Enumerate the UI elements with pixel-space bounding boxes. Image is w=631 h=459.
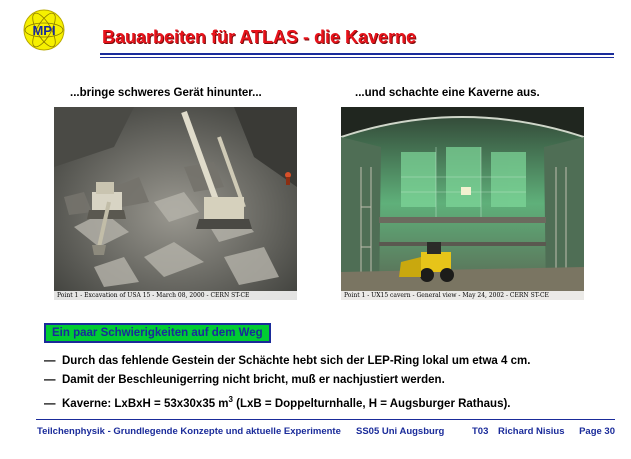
bullet-dash: — [44,397,56,410]
left-photo-credit: Point 1 - Excavation of USA 15 - March 08, 2000 - CERN ST-CE [54,291,297,300]
cavern-photo [341,107,584,300]
bullet-text-1: Durch das fehlende Gestein der Schächte hebt sich der LEP-Ring lokal um etwa 4 cm. [62,355,531,367]
mpi-logo [22,8,66,52]
footer-term: SS05 Uni Augsburg [356,426,445,437]
cubic-exponent: 3 [228,395,233,404]
bullet-dash: — [44,355,56,367]
bullet-list [44,354,530,411]
left-photo-caption: ...bringe schweres Gerät hinunter... [70,87,262,99]
bullet-item-2 [44,373,530,392]
footer-author: Richard Nisius [498,426,565,437]
right-photo-caption: ...und schachte eine Kaverne aus. [355,87,540,99]
atom-logo-icon [22,8,66,52]
page-title: Bauarbeiten für ATLAS - die Kaverne [102,27,417,47]
bullet-text-3-pre: Kaverne: LxBxH = 53x30x35 m [62,397,229,410]
footer-code: T03 [472,426,489,437]
excavation-photo [54,107,297,300]
bullet-text-3-post: (LxB = Doppelturnhalle, H = Augsburger Rathaus). [232,397,511,410]
title-rule-thin [100,57,614,58]
logo-text: MPI [32,23,56,38]
difficulties-highlight-box: Ein paar Schwierigkeiten auf dem Weg [44,323,271,343]
bullet-item-3 [44,392,530,411]
footer-course: Teilchenphysik - Grundlegende Konzepte und aktuelle Experimente [37,426,341,437]
bullet-item-1 [44,354,530,373]
bullet-dash: — [44,374,56,386]
footer-rule [36,419,615,420]
footer-page: Page 30 [579,426,615,437]
title-rule [100,53,614,55]
right-photo-credit: Point 1 - UX15 cavern - General view - May 24, 2002 - CERN ST-CE [341,291,584,300]
bullet-text-2: Damit der Beschleunigerring nicht bricht, muß er nachjustiert werden. [62,374,445,386]
